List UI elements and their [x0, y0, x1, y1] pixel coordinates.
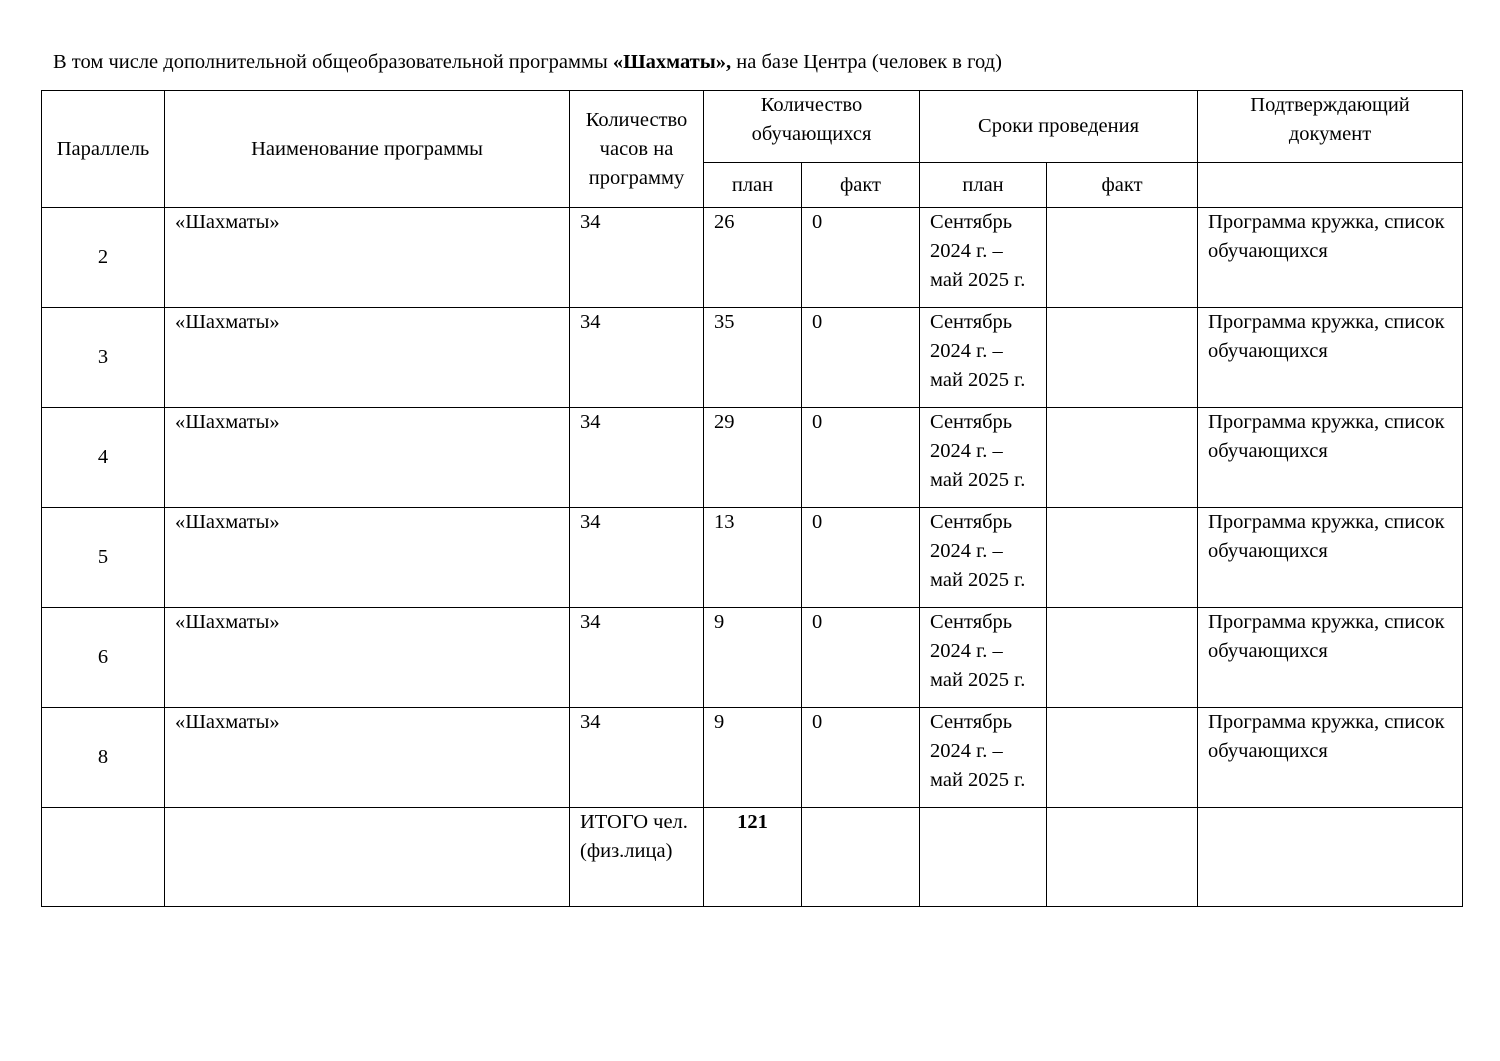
header-program-name: Наименование программы: [165, 91, 570, 208]
cell-students-plan: 35: [704, 308, 802, 408]
cell-program: «Шахматы»: [165, 508, 570, 608]
cell-dates-plan: Сентябрь 2024 г. – май 2025 г.: [920, 208, 1047, 308]
cell-dates-plan: Сентябрь 2024 г. – май 2025 г.: [920, 608, 1047, 708]
cell-hours: 34: [570, 608, 704, 708]
cell-parallel: 5: [42, 508, 165, 608]
header-parallel: Параллель: [42, 91, 165, 208]
cell-hours: 34: [570, 508, 704, 608]
subheader-students-fact: факт: [802, 163, 920, 208]
table-caption: [53, 48, 1002, 77]
cell-document: Программа кружка, список обучающихся: [1198, 308, 1463, 408]
cell-program: «Шахматы»: [165, 608, 570, 708]
cell-students-plan: 29: [704, 408, 802, 508]
cell-dates-fact: [1047, 608, 1198, 708]
header-document: Подтверждающий документ: [1198, 91, 1463, 163]
programs-table: [41, 90, 1463, 907]
header-row: [42, 91, 1463, 163]
table-row: [42, 608, 1463, 708]
cell-dates-plan: Сентябрь 2024 г. – май 2025 г.: [920, 508, 1047, 608]
cell-document: Программа кружка, список обучающихся: [1198, 708, 1463, 808]
caption-prefix: В том числе дополнительной общеобразовательной программы: [53, 51, 613, 73]
cell-document: Программа кружка, список обучающихся: [1198, 208, 1463, 308]
total-empty-dates-plan: [920, 808, 1047, 907]
cell-hours: 34: [570, 408, 704, 508]
cell-hours: 34: [570, 208, 704, 308]
cell-program: «Шахматы»: [165, 308, 570, 408]
header-students: Количество обучающихся: [704, 91, 920, 163]
header-hours: Количество часов на программу: [570, 91, 704, 208]
cell-students-fact: 0: [802, 208, 920, 308]
subheader-document-empty: [1198, 163, 1463, 208]
cell-document: Программа кружка, список обучающихся: [1198, 508, 1463, 608]
cell-students-fact: 0: [802, 508, 920, 608]
cell-hours: 34: [570, 708, 704, 808]
cell-parallel: 6: [42, 608, 165, 708]
cell-dates-plan: Сентябрь 2024 г. – май 2025 г.: [920, 308, 1047, 408]
cell-parallel: 8: [42, 708, 165, 808]
cell-parallel: 2: [42, 208, 165, 308]
cell-students-plan: 13: [704, 508, 802, 608]
cell-students-fact: 0: [802, 308, 920, 408]
cell-parallel: 4: [42, 408, 165, 508]
subheader-students-plan: план: [704, 163, 802, 208]
cell-dates-fact: [1047, 208, 1198, 308]
table-row: [42, 508, 1463, 608]
cell-program: «Шахматы»: [165, 708, 570, 808]
total-row: [42, 808, 1463, 907]
cell-dates-plan: Сентябрь 2024 г. – май 2025 г.: [920, 408, 1047, 508]
total-label: ИТОГО чел. (физ.лица): [570, 808, 704, 907]
cell-parallel: 3: [42, 308, 165, 408]
table-row: [42, 708, 1463, 808]
total-empty-dates-fact: [1047, 808, 1198, 907]
cell-dates-fact: [1047, 308, 1198, 408]
table-row: [42, 408, 1463, 508]
cell-students-plan: 9: [704, 608, 802, 708]
total-empty-fact: [802, 808, 920, 907]
total-empty-program: [165, 808, 570, 907]
cell-hours: 34: [570, 308, 704, 408]
total-empty-document: [1198, 808, 1463, 907]
cell-students-fact: 0: [802, 408, 920, 508]
caption-program-name: «Шахматы»,: [612, 51, 732, 73]
header-dates: Сроки проведения: [920, 91, 1198, 163]
cell-students-plan: 9: [704, 708, 802, 808]
caption-suffix: на базе Центра (человек в год): [731, 51, 1002, 73]
total-empty-parallel: [42, 808, 165, 907]
cell-program: «Шахматы»: [165, 208, 570, 308]
cell-students-plan: 26: [704, 208, 802, 308]
table-row: [42, 208, 1463, 308]
table-row: [42, 308, 1463, 408]
subheader-dates-fact: факт: [1047, 163, 1198, 208]
subheader-dates-plan: план: [920, 163, 1047, 208]
cell-program: «Шахматы»: [165, 408, 570, 508]
cell-students-fact: 0: [802, 608, 920, 708]
cell-document: Программа кружка, список обучающихся: [1198, 608, 1463, 708]
total-value: 121: [704, 808, 802, 907]
cell-students-fact: 0: [802, 708, 920, 808]
cell-dates-fact: [1047, 708, 1198, 808]
cell-dates-fact: [1047, 408, 1198, 508]
cell-document: Программа кружка, список обучающихся: [1198, 408, 1463, 508]
cell-dates-plan: Сентябрь 2024 г. – май 2025 г.: [920, 708, 1047, 808]
cell-dates-fact: [1047, 508, 1198, 608]
